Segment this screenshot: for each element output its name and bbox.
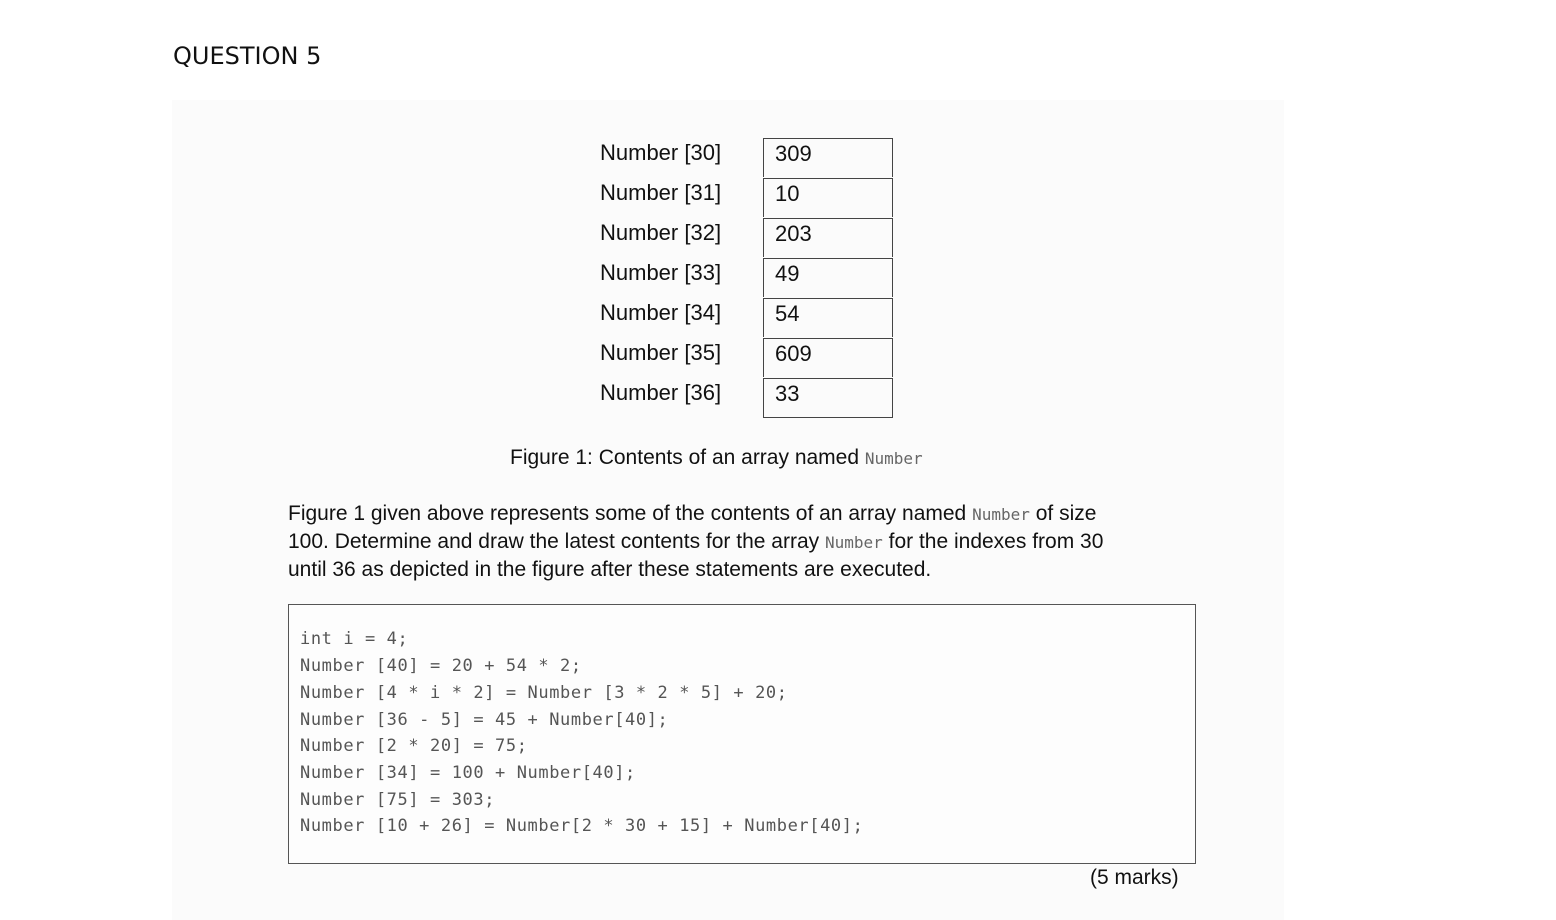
marks-label: (5 marks) [1090, 866, 1179, 889]
array-row [600, 178, 900, 218]
array-cell [763, 258, 893, 297]
array-index-label: Number [30] [600, 140, 722, 165]
paragraph-text: of size [1035, 502, 1097, 525]
code-line: Number [2 * 20] = 75; [300, 736, 528, 756]
array-index-label: Number [33] [600, 260, 722, 285]
array-cell [763, 178, 893, 217]
array-cell [763, 218, 893, 257]
array-row [600, 298, 900, 338]
figure-caption [510, 446, 923, 470]
array-row [600, 218, 900, 258]
array-row [600, 338, 900, 378]
paragraph-text: 100. Determine and draw the latest contents for the array [288, 530, 820, 553]
code-line: Number [10 + 26] = Number[2 * 30 + 15] + Number[40]; [300, 816, 864, 836]
array-index-label: Number [35] [600, 340, 722, 365]
array-value: 309 [775, 141, 812, 166]
array-value: 54 [775, 301, 800, 326]
array-index-label: Number [34] [600, 300, 722, 325]
code-line: int i = 4; [300, 629, 409, 649]
array-row [600, 258, 900, 298]
paragraph-code: Number [972, 505, 1030, 524]
array-index-label: Number [31] [600, 180, 722, 205]
array-index-label: Number [32] [600, 220, 722, 245]
array-value: 609 [775, 341, 812, 366]
figure-caption-code: Number [864, 449, 923, 468]
code-listing [288, 604, 1196, 864]
paragraph-code: Number [824, 533, 883, 552]
array-value: 33 [775, 381, 800, 406]
array-value: 10 [775, 181, 800, 206]
paragraph-line [288, 500, 1198, 528]
array-cell [763, 378, 893, 418]
question-paragraph [288, 500, 1198, 583]
code-line: Number [36 - 5] = 45 + Number[40]; [300, 710, 669, 730]
paragraph-text: for the indexes from 30 [888, 530, 1104, 553]
code-line: Number [34] = 100 + Number[40]; [300, 763, 636, 783]
array-value: 49 [775, 261, 800, 286]
question-heading: QUESTION 5 [173, 42, 322, 70]
array-index-label: Number [36] [600, 380, 722, 405]
array-row [600, 138, 900, 178]
paragraph-text: Figure 1 given above represents some of the contents of an array named [288, 502, 967, 525]
array-row [600, 378, 900, 418]
paragraph-line: until 36 as depicted in the figure after these statements are executed. [288, 558, 932, 581]
array-cell [763, 338, 893, 377]
figure-caption-text: Figure 1: Contents of an array named [510, 446, 860, 469]
code-line: Number [4 * i * 2] = Number [3 * 2 * 5] + 20; [300, 683, 788, 703]
array-value: 203 [775, 221, 812, 246]
array-cell [763, 138, 893, 177]
paragraph-line [288, 528, 1198, 556]
code-line: Number [75] = 303; [300, 790, 496, 810]
array-cell [763, 298, 893, 337]
code-line: Number [40] = 20 + 54 * 2; [300, 656, 582, 676]
